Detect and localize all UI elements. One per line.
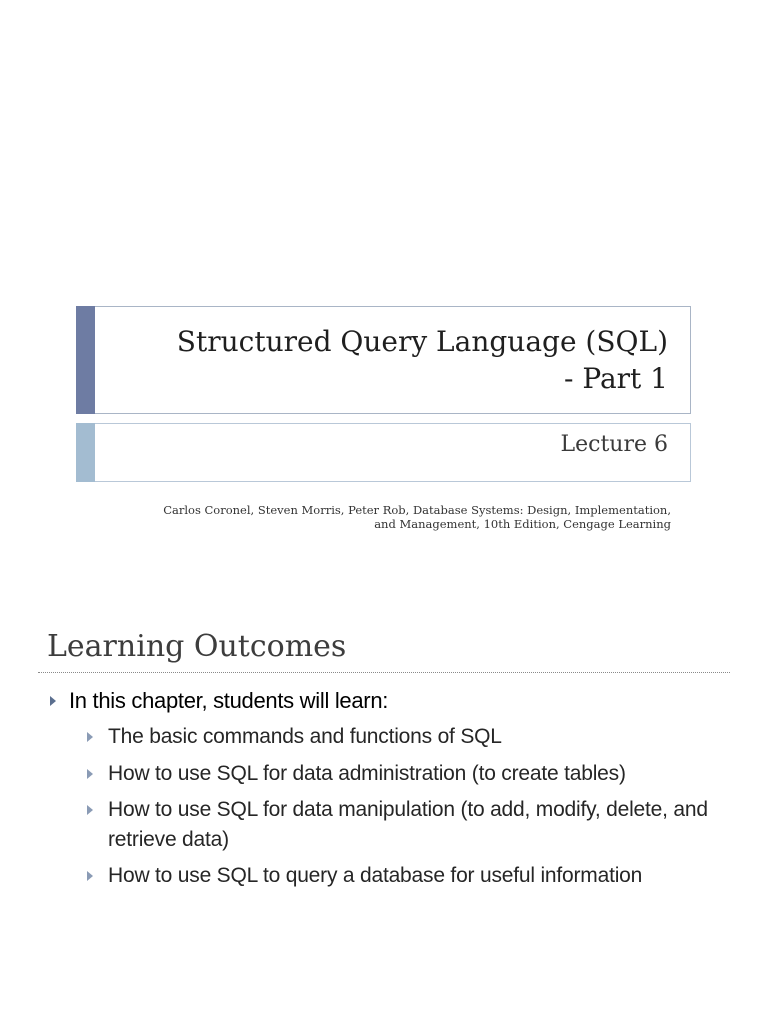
- list-item: [87, 759, 728, 789]
- list-item-text: How to use SQL to query a database for useful information: [108, 864, 643, 887]
- heading-divider: [38, 672, 730, 673]
- title-box: [76, 306, 691, 414]
- bullet-intro-text: In this chapter, students will learn:: [69, 688, 389, 713]
- subtitle-box: [76, 423, 691, 482]
- triangle-right-icon: [50, 696, 56, 706]
- list-item: [87, 861, 728, 891]
- list-item: [87, 722, 728, 752]
- triangle-right-icon: [87, 732, 93, 742]
- list-item: [87, 795, 728, 855]
- slide-title: Structured Query Language (SQL) - Part 1: [176, 325, 668, 395]
- triangle-right-icon: [87, 805, 93, 815]
- triangle-right-icon: [87, 769, 93, 779]
- list-item-text: How to use SQL for data manipulation (to add, modify, delete, and retrieve data): [108, 798, 708, 851]
- outcomes-heading: Learning Outcomes: [47, 629, 347, 664]
- citation-text: Carlos Coronel, Steven Morris, Peter Rob, Database Systems: Design, Implementation, and Management, 10th Edition, Cengage Learning: [163, 503, 671, 531]
- list-item-text: How to use SQL for data administration (to create tables): [108, 762, 626, 785]
- slide-subtitle: Lecture 6: [560, 432, 668, 457]
- title-accent-bar: [76, 306, 95, 414]
- triangle-right-icon: [87, 871, 93, 881]
- list-item-text: The basic commands and functions of SQL: [108, 725, 502, 748]
- subtitle-accent-bar: [76, 423, 95, 482]
- bullet-intro: [50, 686, 388, 716]
